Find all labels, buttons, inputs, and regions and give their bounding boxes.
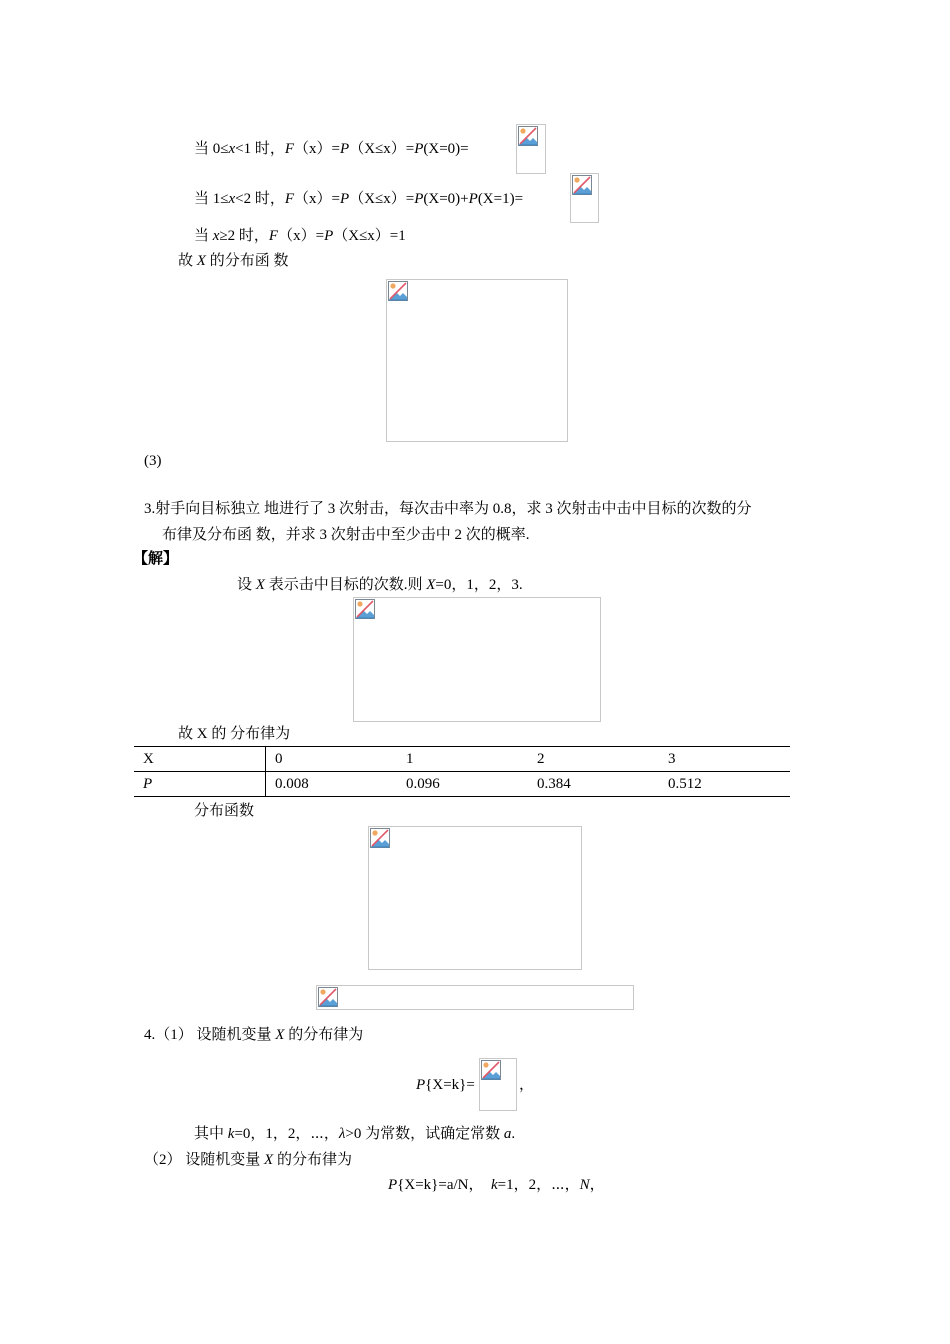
formula-image-3	[479, 1058, 517, 1111]
table-cell: 2	[528, 747, 659, 772]
cdf-case-line-1: 当 0≤x<1 时，F（x）=P（X≤x）=P(X=0)=	[194, 141, 469, 157]
problem-4-part-1: 4.（1） 设随机变量 X 的分布律为	[144, 1027, 364, 1043]
cdf-case-line-3: 当 x≥2 时，F（x）=P（X≤x）=1	[194, 228, 406, 244]
broken-image-icon	[370, 828, 390, 848]
problem-3-text-line-2: 布律及分布函 数，并求 3 次射击中至少击中 2 次的概率.	[162, 527, 530, 543]
cdf-label: 分布函数	[194, 803, 255, 819]
table-cell: X	[134, 747, 266, 772]
cdf-image	[386, 279, 568, 442]
formula-1-comma: ，	[519, 1077, 535, 1093]
cdf-image-2	[368, 826, 582, 970]
broken-image-icon	[481, 1060, 501, 1080]
probability-result-image	[316, 985, 634, 1010]
table-row	[134, 747, 790, 772]
formula-1: P{X=k}=	[416, 1077, 475, 1093]
broken-image-icon	[388, 281, 408, 301]
formula-2: P{X=k}=a/N， k=1，2，⋯，N，	[388, 1177, 605, 1193]
distribution-law-label: 故 X 的 分布律为	[178, 726, 291, 742]
problem-4-condition: 其中 k=0，1，2，⋯，λ>0 为常数，试确定常数 a.	[194, 1126, 516, 1142]
table-cell: 0.512	[659, 772, 790, 797]
table-row	[134, 772, 790, 797]
table-cell: 0.008	[266, 772, 398, 797]
problem-4-part-2: （2） 设随机变量 X 的分布律为	[144, 1152, 352, 1168]
formula-image-2	[570, 173, 599, 223]
table-cell: 3	[659, 747, 790, 772]
broken-image-icon	[318, 987, 338, 1007]
broken-image-icon	[518, 126, 538, 146]
table-cell: 0.384	[528, 772, 659, 797]
broken-image-icon	[572, 175, 592, 195]
part-3-label: (3)	[144, 453, 162, 469]
table-cell: 1	[397, 747, 528, 772]
solution-label: 【解】	[133, 551, 179, 567]
probability-calc-image	[353, 597, 601, 722]
table-cell: 0.096	[397, 772, 528, 797]
cdf-conclusion: 故 X 的分布函 数	[178, 253, 289, 269]
solution-setup: 设 X 表示击中目标的次数.则 X=0，1，2，3.	[237, 577, 523, 593]
distribution-table	[134, 746, 790, 797]
problem-3-text-line-1: 3.射手向目标独立 地进行了 3 次射击，每次击中率为 0.8，求 3 次射击中击中目标的次数的分	[144, 501, 752, 517]
formula-image-1	[516, 124, 546, 174]
cdf-case-line-2: 当 1≤x<2 时，F（x）=P（X≤x）=P(X=0)+P(X=1)=	[194, 191, 524, 207]
table-cell: P	[134, 772, 266, 797]
table-cell: 0	[266, 747, 398, 772]
broken-image-icon	[355, 599, 375, 619]
